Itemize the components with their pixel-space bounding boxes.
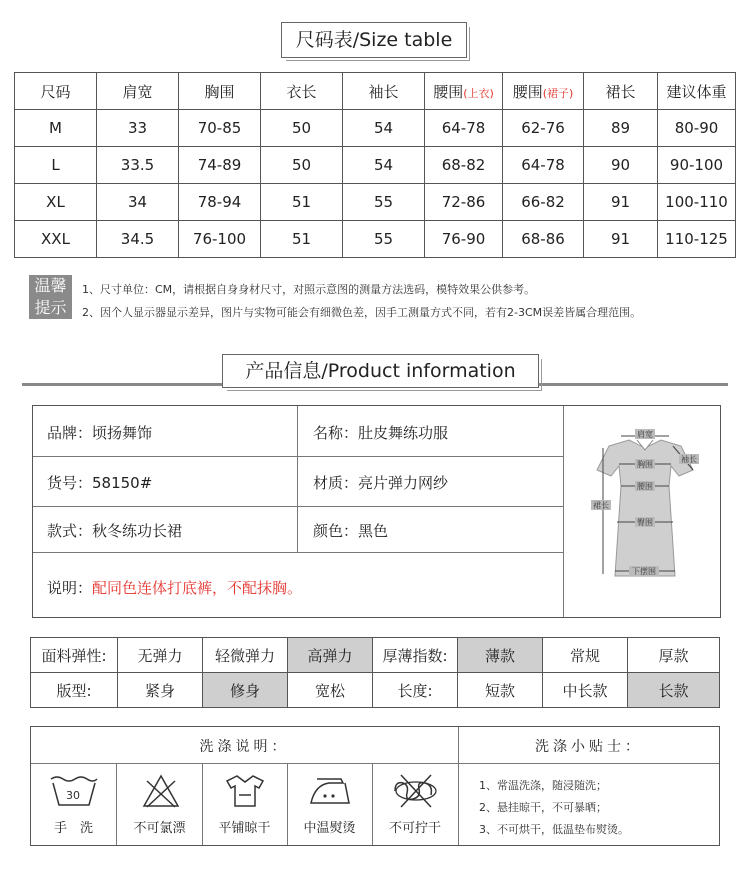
no-bleach-label: 不可氯漂 [133, 821, 186, 836]
header-waist-skirt [503, 73, 584, 110]
wash-tip-1: 1、常温洗涤，随浸随洗； [479, 779, 607, 792]
divider [563, 406, 564, 617]
length-option: 短款 [458, 673, 543, 708]
note-line [33, 577, 302, 598]
header-skirt-length: 裙长 [584, 73, 658, 110]
header-waist-top-label: 腰围 [433, 82, 464, 101]
elastic-option: 轻微弹力 [203, 638, 288, 673]
flat-dry-icon [225, 773, 265, 809]
cell: 50 [261, 110, 343, 147]
size-table [14, 72, 736, 258]
header-shoulder: 肩宽 [97, 73, 179, 110]
cell: 74-89 [179, 147, 261, 184]
cell: 68-82 [425, 147, 503, 184]
size-table-header [15, 73, 736, 110]
diagram-label-hip: 臀围 [637, 518, 653, 527]
flat-dry-label: 平铺晾干 [218, 821, 271, 836]
attributes-table [30, 637, 720, 708]
tip-line-2: 2、因个人显示器显示差异，图片与实物可能会有细微色差，因手工测量方式不同，若有2-3CM误差皆属合理范围。 [82, 306, 642, 319]
item-no-text: 货号：58150# [47, 474, 153, 492]
diagram-label-length: 裙长 [593, 501, 609, 510]
cell: 78-94 [179, 184, 261, 221]
tips-badge-line1: 温馨 [34, 276, 67, 295]
hand-wash-icon [49, 773, 99, 809]
elastic-option: 无弹力 [118, 638, 203, 673]
tips-badge-line2: 提示 [34, 298, 67, 317]
product-info-title [222, 354, 539, 388]
product-info-title-text: 产品信息/Product information [245, 360, 516, 382]
cell: 68-86 [503, 221, 584, 258]
cell: 62-76 [503, 110, 584, 147]
elastic-label: 面料弹性: [31, 638, 118, 673]
cell: 100-110 [658, 184, 736, 221]
fit-option: 紧身 [118, 673, 203, 708]
header-chest: 胸围 [179, 73, 261, 110]
elastic-option-selected: 高弹力 [288, 638, 373, 673]
diagram-label-hem: 下摆围 [632, 567, 656, 576]
cell: 34.5 [97, 221, 179, 258]
divider [33, 552, 563, 553]
tip-line-1: 1、尺寸单位：CM，请根据自身身材尺寸，对照示意图的测量方法选码，模特效果公供参考。 [82, 283, 536, 296]
cell: 89 [584, 110, 658, 147]
cell: 51 [261, 184, 343, 221]
iron-medium-label: 中温熨烫 [303, 821, 356, 836]
table-row [15, 184, 736, 221]
cell: 51 [261, 221, 343, 258]
cell: L [15, 147, 97, 184]
cell: 34 [97, 184, 179, 221]
cell: XXL [15, 221, 97, 258]
no-wring-icon [391, 771, 441, 811]
cell: 55 [343, 221, 425, 258]
cell: 90-100 [658, 147, 736, 184]
cell: 33 [97, 110, 179, 147]
header-weight: 建议体重 [658, 73, 736, 110]
no-bleach-icon [141, 773, 181, 809]
cell: M [15, 110, 97, 147]
cell: 70-85 [179, 110, 261, 147]
cell: 54 [343, 110, 425, 147]
cell: 110-125 [658, 221, 736, 258]
attributes-row [31, 673, 720, 708]
header-waist-skirt-label: 腰围 [512, 82, 543, 101]
cell: 50 [261, 147, 343, 184]
cell: XL [15, 184, 97, 221]
length-option-selected: 长款 [628, 673, 720, 708]
tips-badge [29, 275, 72, 319]
divider [33, 456, 563, 457]
header-size: 尺码 [15, 73, 97, 110]
size-table-title-text: 尺码表/Size table [295, 29, 453, 51]
name-text: 名称：肚皮舞练功服 [313, 424, 449, 442]
header-waist-top [425, 73, 503, 110]
diagram-label-chest: 胸围 [637, 460, 653, 469]
color-text: 颜色：黑色 [313, 522, 389, 540]
cell: 72-86 [425, 184, 503, 221]
size-table-title [281, 22, 467, 58]
attributes-row [31, 638, 720, 673]
wash-temp: 30 [66, 789, 80, 802]
product-info-box [32, 405, 721, 618]
cell: 90 [584, 147, 658, 184]
cell: 76-100 [179, 221, 261, 258]
thickness-label: 厚薄指数: [373, 638, 458, 673]
header-sleeve: 袖长 [343, 73, 425, 110]
waist-skirt-note: (裙子) [542, 86, 574, 100]
divider [297, 406, 298, 552]
table-row [15, 147, 736, 184]
length-option: 中长款 [543, 673, 628, 708]
hand-wash-label: 手 洗 [53, 821, 93, 836]
brand-text: 品牌：顷扬舞饰 [47, 424, 153, 442]
wash-title: 洗涤说明： [199, 739, 290, 755]
wash-tips-title: 洗涤小贴士： [535, 739, 643, 755]
note-text: 配同色连体打底裤，不配抹胸。 [92, 579, 303, 597]
wash-section [30, 726, 720, 846]
thickness-option: 厚款 [628, 638, 720, 673]
fit-label: 版型: [31, 673, 118, 708]
wash-tip-3: 3、不可烘干，低温垫布熨烫。 [479, 823, 629, 836]
fit-option-selected: 修身 [203, 673, 288, 708]
diagram-label-sleeve: 袖长 [681, 455, 697, 464]
cell: 80-90 [658, 110, 736, 147]
cell: 91 [584, 221, 658, 258]
wash-tip-2: 2、悬挂晾干，不可暴晒； [479, 801, 607, 814]
table-row [15, 221, 736, 258]
thickness-option-selected: 薄款 [458, 638, 543, 673]
length-label: 长度: [373, 673, 458, 708]
cell: 64-78 [503, 147, 584, 184]
waist-top-note: (上衣) [463, 86, 494, 100]
measurement-diagram [589, 426, 701, 596]
divider [31, 763, 719, 764]
cell: 76-90 [425, 221, 503, 258]
style-text: 款式：秋冬练功长裙 [47, 522, 183, 540]
cell: 66-82 [503, 184, 584, 221]
fit-option: 宽松 [288, 673, 373, 708]
cell: 64-78 [425, 110, 503, 147]
table-row [15, 110, 736, 147]
diagram-label-shoulder: 肩宽 [637, 430, 653, 439]
material-text: 材质：亮片弹力网纱 [313, 474, 449, 492]
divider [33, 506, 563, 507]
cell: 54 [343, 147, 425, 184]
diagram-label-waist: 腰围 [637, 482, 653, 491]
header-length: 衣长 [261, 73, 343, 110]
cell: 91 [584, 184, 658, 221]
cell: 33.5 [97, 147, 179, 184]
note-label: 说明： [47, 579, 93, 597]
iron-medium-icon [307, 775, 353, 807]
no-wring-label: 不可拧干 [388, 821, 441, 836]
thickness-option: 常规 [543, 638, 628, 673]
cell: 55 [343, 184, 425, 221]
